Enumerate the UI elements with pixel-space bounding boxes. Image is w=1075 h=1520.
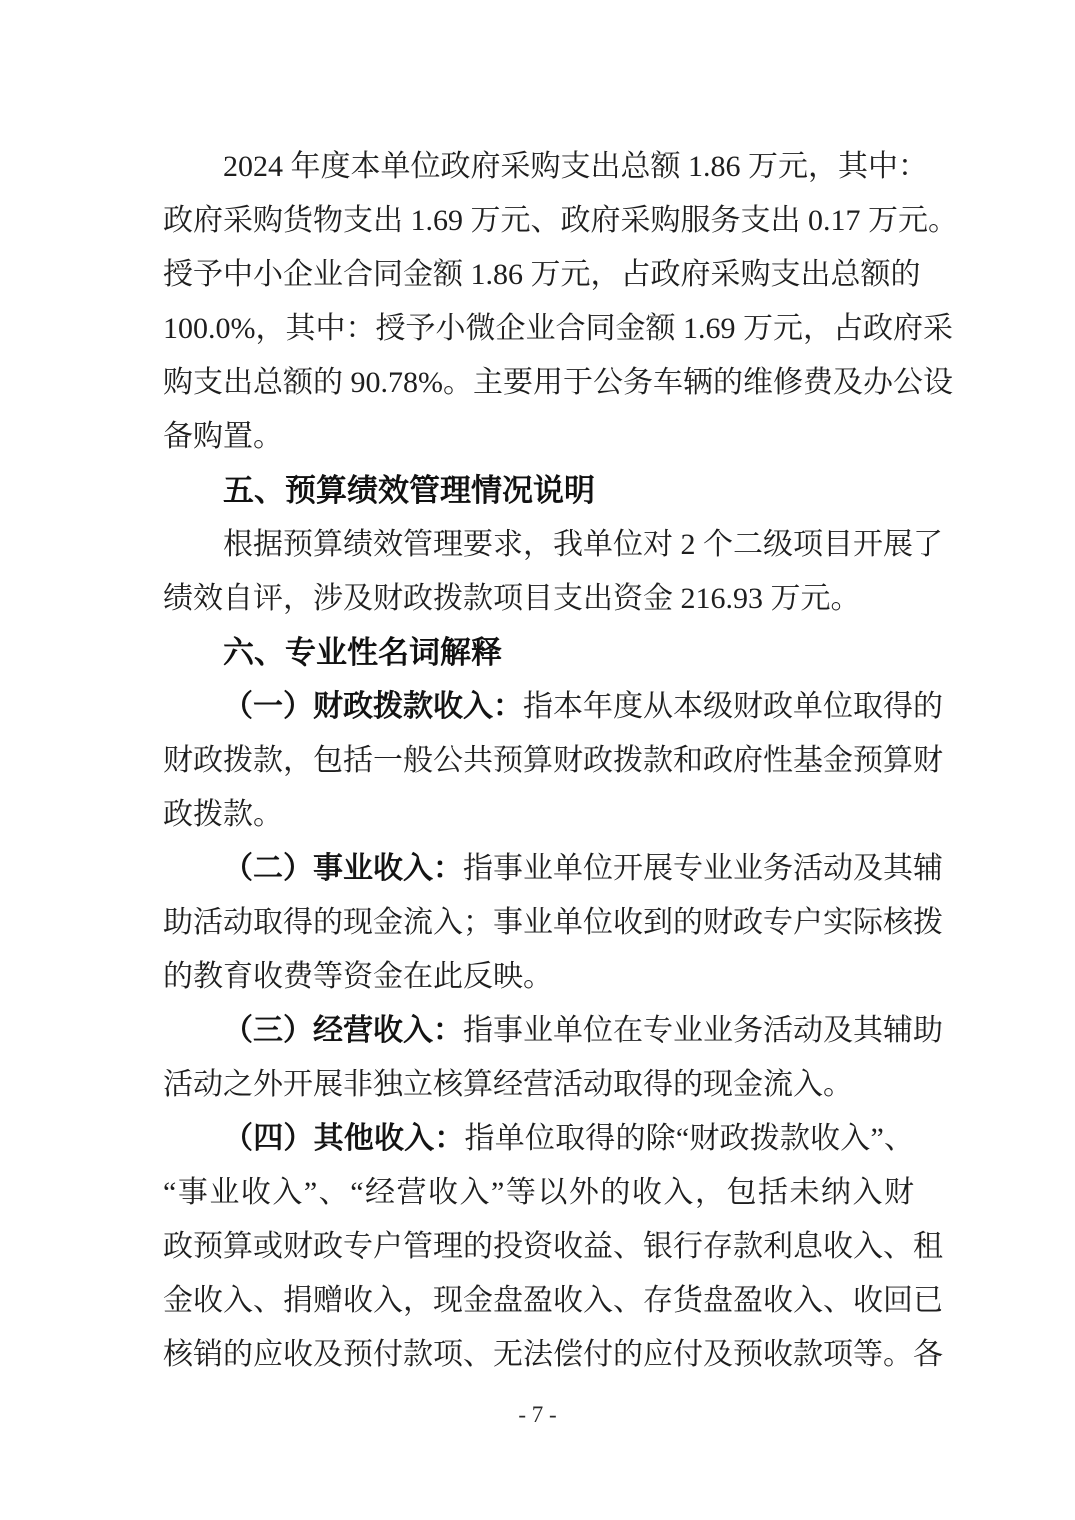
body-text: 根据预算绩效管理要求，我单位对 2 个二级项目开展了 <box>223 528 943 561</box>
body-text: 核销的应收及预付款项、无法偿付的应付及预收款项等。各 <box>163 1338 943 1371</box>
text-line <box>163 248 921 302</box>
body-text: 指事业单位在专业业务活动及其辅助 <box>463 1014 943 1047</box>
text-line <box>163 788 914 842</box>
body-text: 指单位取得的除“财政拨款收入”、 <box>464 1122 915 1155</box>
text-line <box>163 1328 943 1382</box>
term-label: （一）财政拨款收入： <box>223 690 523 723</box>
section-heading-5 <box>163 464 914 518</box>
section-heading-6 <box>163 626 914 680</box>
heading-text: 六、专业性名词解释 <box>223 635 502 670</box>
text-line <box>163 896 943 950</box>
text-line <box>163 842 943 896</box>
term-label: （二）事业收入： <box>223 852 463 885</box>
body-text: 助活动取得的现金流入；事业单位收到的财政专户实际核拨 <box>163 906 943 939</box>
body-text: 100.0%，其中：授予小微企业合同金额 1.69 万元，占政府采 <box>163 312 953 345</box>
text-line <box>163 194 958 248</box>
body-text: 2024 年度本单位政府采购支出总额 1.86 万元，其中： <box>223 150 928 183</box>
body-text: “事业收入”、“经营收入”等以外的收入，包括未纳入财 <box>163 1176 914 1209</box>
body-text: 金收入、捐赠收入，现金盘盈收入、存货盘盈收入、收回已 <box>163 1284 943 1317</box>
text-line <box>163 1220 943 1274</box>
text-line <box>163 356 953 410</box>
page-number-footer: - 7 - <box>518 1402 557 1427</box>
text-line <box>163 1058 914 1112</box>
text-line <box>163 1274 943 1328</box>
body-text: 财政拨款，包括一般公共预算财政拨款和政府性基金预算财 <box>163 744 943 777</box>
text-line <box>163 1004 943 1058</box>
body-text: 备购置。 <box>163 420 283 453</box>
text-line <box>163 1166 914 1220</box>
text-line <box>163 680 943 734</box>
text-line <box>163 140 928 194</box>
body-text: 活动之外开展非独立核算经营活动取得的现金流入。 <box>163 1068 853 1101</box>
heading-text: 五、预算绩效管理情况说明 <box>223 473 595 508</box>
body-text: 指本年度从本级财政单位取得的 <box>523 690 943 723</box>
term-label: （三）经营收入： <box>223 1014 463 1047</box>
body-text: 购支出总额的 90.78%。主要用于公务车辆的维修费及办公设 <box>163 366 953 399</box>
document-body <box>163 140 958 1382</box>
body-text: 的教育收费等资金在此反映。 <box>163 960 553 993</box>
text-line <box>163 518 943 572</box>
body-text: 政府采购货物支出 1.69 万元、政府采购服务支出 0.17 万元。 <box>163 204 958 237</box>
body-text: 政拨款。 <box>163 798 283 831</box>
body-text: 绩效自评，涉及财政拨款项目支出资金 216.93 万元。 <box>163 582 861 615</box>
text-line <box>163 302 953 356</box>
body-text: 指事业单位开展专业业务活动及其辅 <box>463 852 943 885</box>
body-text: 政预算或财政专户管理的投资收益、银行存款利息收入、租 <box>163 1230 943 1263</box>
term-label: （四）其他收入： <box>223 1122 465 1155</box>
text-line <box>163 734 943 788</box>
text-line <box>163 572 914 626</box>
body-text: 授予中小企业合同金额 1.86 万元，占政府采购支出总额的 <box>163 258 921 291</box>
text-line <box>163 950 914 1004</box>
text-line <box>163 1112 914 1166</box>
text-line <box>163 410 914 464</box>
